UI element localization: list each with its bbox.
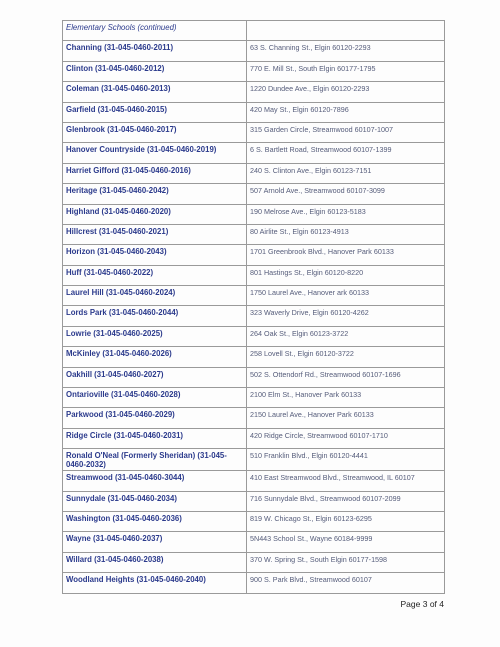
section-header-row	[63, 21, 445, 41]
table-row	[63, 428, 445, 448]
school-name: Parkwood (31-045-0460-2029)	[63, 408, 247, 428]
table-row	[63, 61, 445, 81]
school-address: 323 Waverly Drive, Elgin 60120-4262	[247, 306, 445, 326]
table-row	[63, 224, 445, 244]
school-name: Hanover Countryside (31-045-0460-2019)	[63, 143, 247, 163]
school-address: 510 Franklin Blvd., Elgin 60120-4441	[247, 449, 445, 471]
school-name: Ontarioville (31-045-0460-2028)	[63, 388, 247, 408]
school-address: 240 S. Clinton Ave., Elgin 60123-7151	[247, 163, 445, 183]
school-name: Sunnydale (31-045-0460-2034)	[63, 491, 247, 511]
school-address: 80 Airlite St., Elgin 60123-4913	[247, 224, 445, 244]
school-name: McKinley (31-045-0460-2026)	[63, 347, 247, 367]
school-address: 264 Oak St., Elgin 60123-3722	[247, 326, 445, 346]
table-row	[63, 326, 445, 346]
table-row	[63, 388, 445, 408]
school-name: Garfield (31-045-0460-2015)	[63, 102, 247, 122]
table-row	[63, 102, 445, 122]
page-number: Page 3 of 4	[400, 599, 444, 609]
table-row	[63, 471, 445, 491]
school-address: 63 S. Channing St., Elgin 60120-2293	[247, 41, 445, 61]
school-name: Ridge Circle (31-045-0460-2031)	[63, 428, 247, 448]
school-address: 502 S. Ottendorf Rd., Streamwood 60107-1696	[247, 367, 445, 387]
table-row	[63, 449, 445, 471]
table-row	[63, 265, 445, 285]
table-row	[63, 408, 445, 428]
school-address: 819 W. Chicago St., Elgin 60123-6295	[247, 511, 445, 531]
school-name: Coleman (31-045-0460-2013)	[63, 82, 247, 102]
school-address: 716 Sunnydale Blvd., Streamwood 60107-2099	[247, 491, 445, 511]
table-row	[63, 347, 445, 367]
table-row	[63, 306, 445, 326]
school-name: Laurel Hill (31-045-0460-2024)	[63, 286, 247, 306]
school-address: 315 Garden Circle, Streamwood 60107-1007	[247, 122, 445, 142]
table-row	[63, 163, 445, 183]
table-row	[63, 573, 445, 593]
table-row	[63, 511, 445, 531]
school-name: Highland (31-045-0460-2020)	[63, 204, 247, 224]
table-row	[63, 286, 445, 306]
table-row	[63, 367, 445, 387]
table-row	[63, 532, 445, 552]
schools-table	[62, 20, 445, 594]
school-address: 900 S. Park Blvd., Streamwood 60107	[247, 573, 445, 593]
school-address: 1701 Greenbrook Blvd., Hanover Park 60133	[247, 245, 445, 265]
school-address: 2150 Laurel Ave., Hanover Park 60133	[247, 408, 445, 428]
table-row	[63, 41, 445, 61]
table-row	[63, 143, 445, 163]
table-row	[63, 82, 445, 102]
school-name: Woodland Heights (31-045-0460-2040)	[63, 573, 247, 593]
school-address: 410 East Streamwood Blvd., Streamwood, IL 60107	[247, 471, 445, 491]
school-name: Wayne (31-045-0460-2037)	[63, 532, 247, 552]
school-name: Lords Park (31-045-0460-2044)	[63, 306, 247, 326]
school-name: Willard (31-045-0460-2038)	[63, 552, 247, 572]
school-address: 1220 Dundee Ave., Elgin 60120-2293	[247, 82, 445, 102]
section-title-blank-cell	[247, 21, 445, 41]
table-row	[63, 122, 445, 142]
school-address: 420 May St., Elgin 60120-7896	[247, 102, 445, 122]
school-address: 190 Melrose Ave., Elgin 60123-5183	[247, 204, 445, 224]
school-name: Huff (31-045-0460-2022)	[63, 265, 247, 285]
school-name: Ronald O'Neal (Formerly Sheridan) (31-045-0460-2032)	[63, 449, 247, 471]
table-row	[63, 184, 445, 204]
school-name: Lowrie (31-045-0460-2025)	[63, 326, 247, 346]
school-address: 258 Lovell St., Elgin 60120-3722	[247, 347, 445, 367]
school-name: Hillcrest (31-045-0460-2021)	[63, 224, 247, 244]
school-name: Oakhill (31-045-0460-2027)	[63, 367, 247, 387]
school-name: Heritage (31-045-0460-2042)	[63, 184, 247, 204]
school-name: Washington (31-045-0460-2036)	[63, 511, 247, 531]
school-address: 420 Ridge Circle, Streamwood 60107-1710	[247, 428, 445, 448]
school-address: 770 E. Mill St., South Elgin 60177-1795	[247, 61, 445, 81]
schools-table-body	[63, 21, 445, 594]
school-name: Harriet Gifford (31-045-0460-2016)	[63, 163, 247, 183]
table-row	[63, 552, 445, 572]
school-name: Horizon (31-045-0460-2043)	[63, 245, 247, 265]
school-name: Streamwood (31-045-0460-3044)	[63, 471, 247, 491]
school-address: 5N443 School St., Wayne 60184-9999	[247, 532, 445, 552]
school-address: 507 Arnold Ave., Streamwood 60107-3099	[247, 184, 445, 204]
table-row	[63, 491, 445, 511]
section-title: Elementary Schools (continued)	[63, 21, 247, 41]
school-address: 6 S. Bartlett Road, Streamwood 60107-1399	[247, 143, 445, 163]
school-address: 2100 Elm St., Hanover Park 60133	[247, 388, 445, 408]
school-name: Glenbrook (31-045-0460-2017)	[63, 122, 247, 142]
school-name: Channing (31-045-0460-2011)	[63, 41, 247, 61]
school-address: 370 W. Spring St., South Elgin 60177-1598	[247, 552, 445, 572]
table-row	[63, 245, 445, 265]
school-address: 801 Hastings St., Elgin 60120-8220	[247, 265, 445, 285]
table-row	[63, 204, 445, 224]
school-name: Clinton (31-045-0460-2012)	[63, 61, 247, 81]
school-address: 1750 Laurel Ave., Hanover ark 60133	[247, 286, 445, 306]
